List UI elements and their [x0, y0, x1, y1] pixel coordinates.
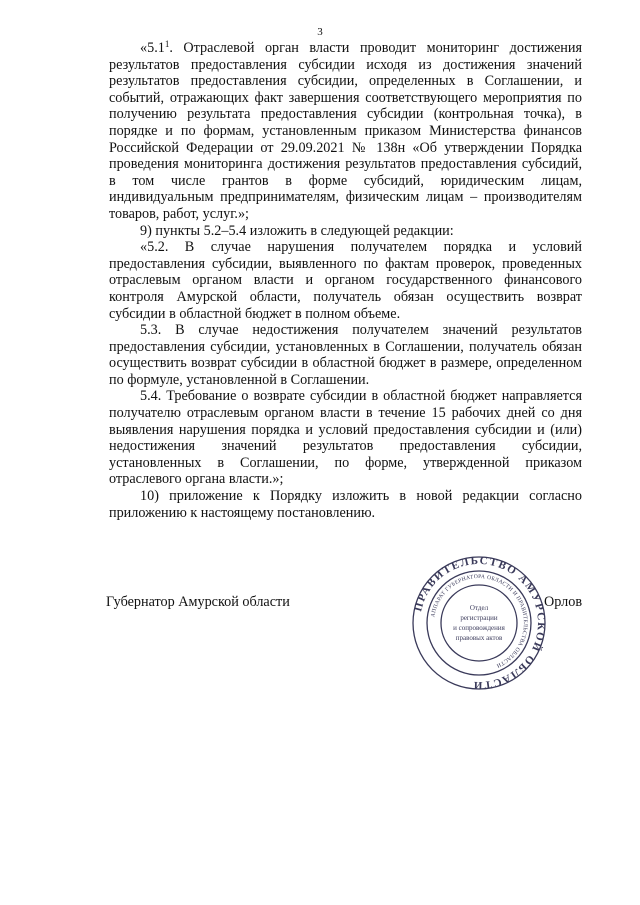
- paragraph-5-1-prefix: «5.1: [140, 40, 165, 56]
- seal-center-line: и сопровождения: [453, 624, 505, 632]
- signer-name: Орлов: [544, 594, 583, 610]
- paragraph-5-1-superscript: 1: [164, 39, 170, 49]
- official-seal: [411, 555, 547, 691]
- paragraph-5-3: 5.3. В случае недостижения получателем значений результатов предоставления субсидии, установленных в Соглашении, получатель обязан осуществить возврат субсидии в областной бюджет в размере, определенном по формуле, установленной в Соглашении.: [109, 322, 582, 388]
- paragraph-item-10: 10) приложение к Порядку изложить в новой редакции согласно приложению к настоящему постановлению.: [109, 488, 582, 521]
- seal-middle-ring: [427, 571, 531, 675]
- seal-center-line: правовых актов: [455, 634, 503, 642]
- paragraph-item-9: 9) пункты 5.2–5.4 изложить в следующей редакции:: [140, 222, 454, 239]
- seal-inner-ring: [441, 585, 517, 661]
- seal-center-text: [453, 604, 505, 642]
- page-number: 3: [317, 26, 323, 38]
- seal-outer-textpath: ПРАВИТЕЛЬСТВО АМУРСКОЙ ОБЛАСТИ: [412, 555, 547, 691]
- seal-inner-textpath: АППАРАТ ГУБЕРНАТОРА ОБЛАСТИ И ПРАВИТЕЛЬСТВА ОБЛАСТИ: [430, 573, 529, 669]
- paragraph-5-4: 5.4. Требование о возврате субсидии в областной бюджет направляется получателю отраслевым органом власти в течение 15 рабочих дней со дня выявления нарушения порядка и условий предоставления субсидии и (или) недостижения значений результатов предоставления субсидии, установленных в Соглашении, по форме, утвержденной приказом отраслевого органа власти.»;: [109, 388, 582, 488]
- signer-title: Губернатор Амурской области: [106, 594, 290, 610]
- paragraph-5-1-text: . Отраслевой орган власти проводит мониторинг достижения результатов предоставления субсидии исходя из достижения значений результатов предоставления субсидии, определенных в Соглашении, и событий, отражающих факт завершения соответствующего мероприятия по получению результата предоставления субсидии (контрольная точка), в порядке и по формам, установленным приказом Министерства финансов Российской Федерации от 29.09.2021 № 138н «Об утверждении Порядка проведения мониторинга достижения результатов предоставления субсидий, в том числе грантов в форме субсидий, юридическим лицам, индивидуальным предпринимателям, физическим лицам – производителям товаров, работ, услуг.»;: [109, 40, 582, 222]
- document-body: [109, 40, 582, 521]
- paragraph-5-1: [109, 40, 582, 223]
- seal-center-line: регистрации: [460, 614, 498, 622]
- paragraph-5-2: «5.2. В случае нарушения получателем порядка и условий предоставления субсидии, выявленного по фактам проверок, проведенных отраслевым органом власти и органом государственного финансового контроля Амурской области, получатель обязан осуществить возврат субсидии в областной бюджет в полном объеме.: [109, 239, 582, 322]
- seal-center-line: Отдел: [469, 604, 489, 612]
